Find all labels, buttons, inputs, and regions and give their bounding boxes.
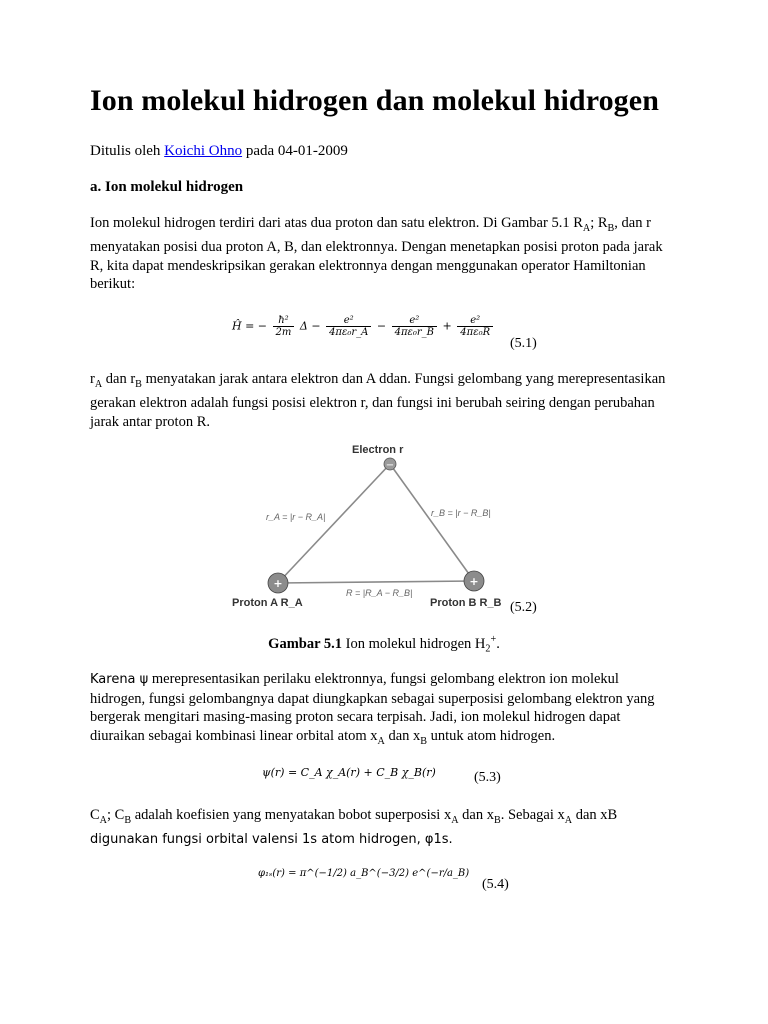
text-run: Karena ψ [90,672,149,687]
text-run: menyatakan jarak antara elektron dan A ddan. Fungsi gelombang yang merepresentasikan gerakan elektron adalah fungsi posisi elektron r, dan fungsi ini berubah seiring dengan perubahan jarak antar proton R. [90,371,666,430]
proton-b-label: Proton B R_B [430,597,502,609]
text-run: digunakan fungsi orbital valensi 1s atom hidrogen, φ1s. [90,832,453,848]
proton-a-label: Proton A R_A [232,597,303,609]
hydrogen-ion-diagram [228,440,512,615]
caption-end: . [496,635,500,652]
wavefunction-formula: ψ(r) = C_A χ_A(r) + C_B χ_B(r) [262,766,436,779]
proton-b-charge: + [469,575,479,588]
text-run: ; C [106,807,125,823]
paragraph-distances [90,370,670,431]
superscript: + [490,634,497,645]
fraction-denominator: 2m [275,327,292,338]
fraction-denominator: 4πε₀r_B [394,327,435,338]
hamiltonian-formula [232,315,495,338]
byline-suffix: pada 04-01-2009 [245,143,348,159]
fraction [392,315,437,338]
figure-caption [0,634,768,655]
proton-a-charge: + [273,577,283,590]
subscript: A [99,814,107,826]
fraction-numerator: e² [457,315,493,327]
equation-number: (5.1) [510,336,537,351]
caption-label: Gambar 5.1 [268,635,343,652]
paragraph-coefficients [90,806,670,850]
text-run: adalah koefisien yang menyatakan bobot superposisi x [131,807,452,823]
equation-number: (5.4) [482,877,509,892]
orbital-formula: φ₁ₛ(r) = π^(−1/2) a_B^(−3/2) e^(−r/a_B) [258,868,470,879]
text-run: dan r [102,371,136,387]
equation-5-3 [90,766,680,790]
section-heading: a. Ion molekul hidrogen [90,179,244,195]
byline-prefix: Ditulis oleh [90,143,161,159]
eq-operator: + [442,319,452,333]
text-run: dan x [458,807,494,823]
fraction-denominator: 4πε₀r_A [329,327,369,338]
subscript: B [607,222,615,234]
rb-label: r_B = |r − R_B| [431,508,491,518]
equation-5-4 [90,868,680,892]
electron-charge: − [385,460,395,471]
equation-number: (5.3) [474,770,501,785]
fraction-denominator: 4πε₀R [460,327,491,338]
subscript: 2 [485,643,491,655]
text-run: merepresentasikan perilaku elektronnya, fungsi gelombang elektron ion molekul hidrogen, fungsi gelombangnya dapat diungkapkan sebagai superposisi gelombang elektron yang bergerak mengitari masing-masing proton secara terpisah. Jadi, ion molekul hidrogen dapat diuraikan sebagai kombinasi linear orbital atom x [90,671,655,744]
paragraph-intro [90,214,670,294]
text-run: Ion molekul hidrogen terdiri dari atas dua proton dan satu elektron. Di Gambar 5.1 R [90,215,583,231]
fraction-numerator: e² [392,315,437,327]
paragraph-superposition [90,670,670,751]
text-run: dan x [384,727,421,744]
subscript: A [564,814,573,826]
fraction [457,315,493,338]
page-title: Ion molekul hidrogen dan molekul hidrogen [90,84,659,117]
text-run: , dan r menyatakan posisi dua proton A, B, dan elektronnya. Dengan menetapkan posisi proton pada jarak R, kita dapat mendeskripsikan gerakan elektronnya dengan menggunakan operator Hamiltonian berikut: [90,215,663,293]
subscript: A [582,222,591,234]
equation-5-1 [90,312,680,352]
byline [90,143,348,160]
subscript: B [124,814,132,826]
fraction [326,315,371,338]
r-label: R = |R_A − R_B| [346,588,413,598]
eq-operator: − [376,319,387,333]
fraction-numerator: e² [326,315,371,327]
subscript: B [135,378,142,390]
subscript: B [420,735,428,747]
fraction-numerator: ħ² [273,315,295,327]
text-run: dan xB [572,807,618,823]
text-run: ; R [590,215,608,231]
text-run: r [90,371,95,387]
subscript: B [493,814,501,826]
caption-text: Ion molekul hidrogen H [342,635,486,652]
electron-label: Electron r [352,444,404,456]
ra-label: r_A = |r − R_A| [266,512,326,522]
author-link[interactable]: Koichi Ohno [164,143,243,159]
text-run: . Sebagai x [500,807,565,823]
text-run: untuk atom hidrogen. [427,727,556,744]
text-run: C [90,807,100,823]
eq-lhs: Ĥ = − [232,319,268,333]
figure-number: (5.2) [510,600,537,615]
eq-operator: Δ − [299,319,321,333]
subscript: A [94,378,103,390]
subscript: A [377,735,385,747]
subscript: A [451,814,459,826]
fraction [273,315,295,338]
